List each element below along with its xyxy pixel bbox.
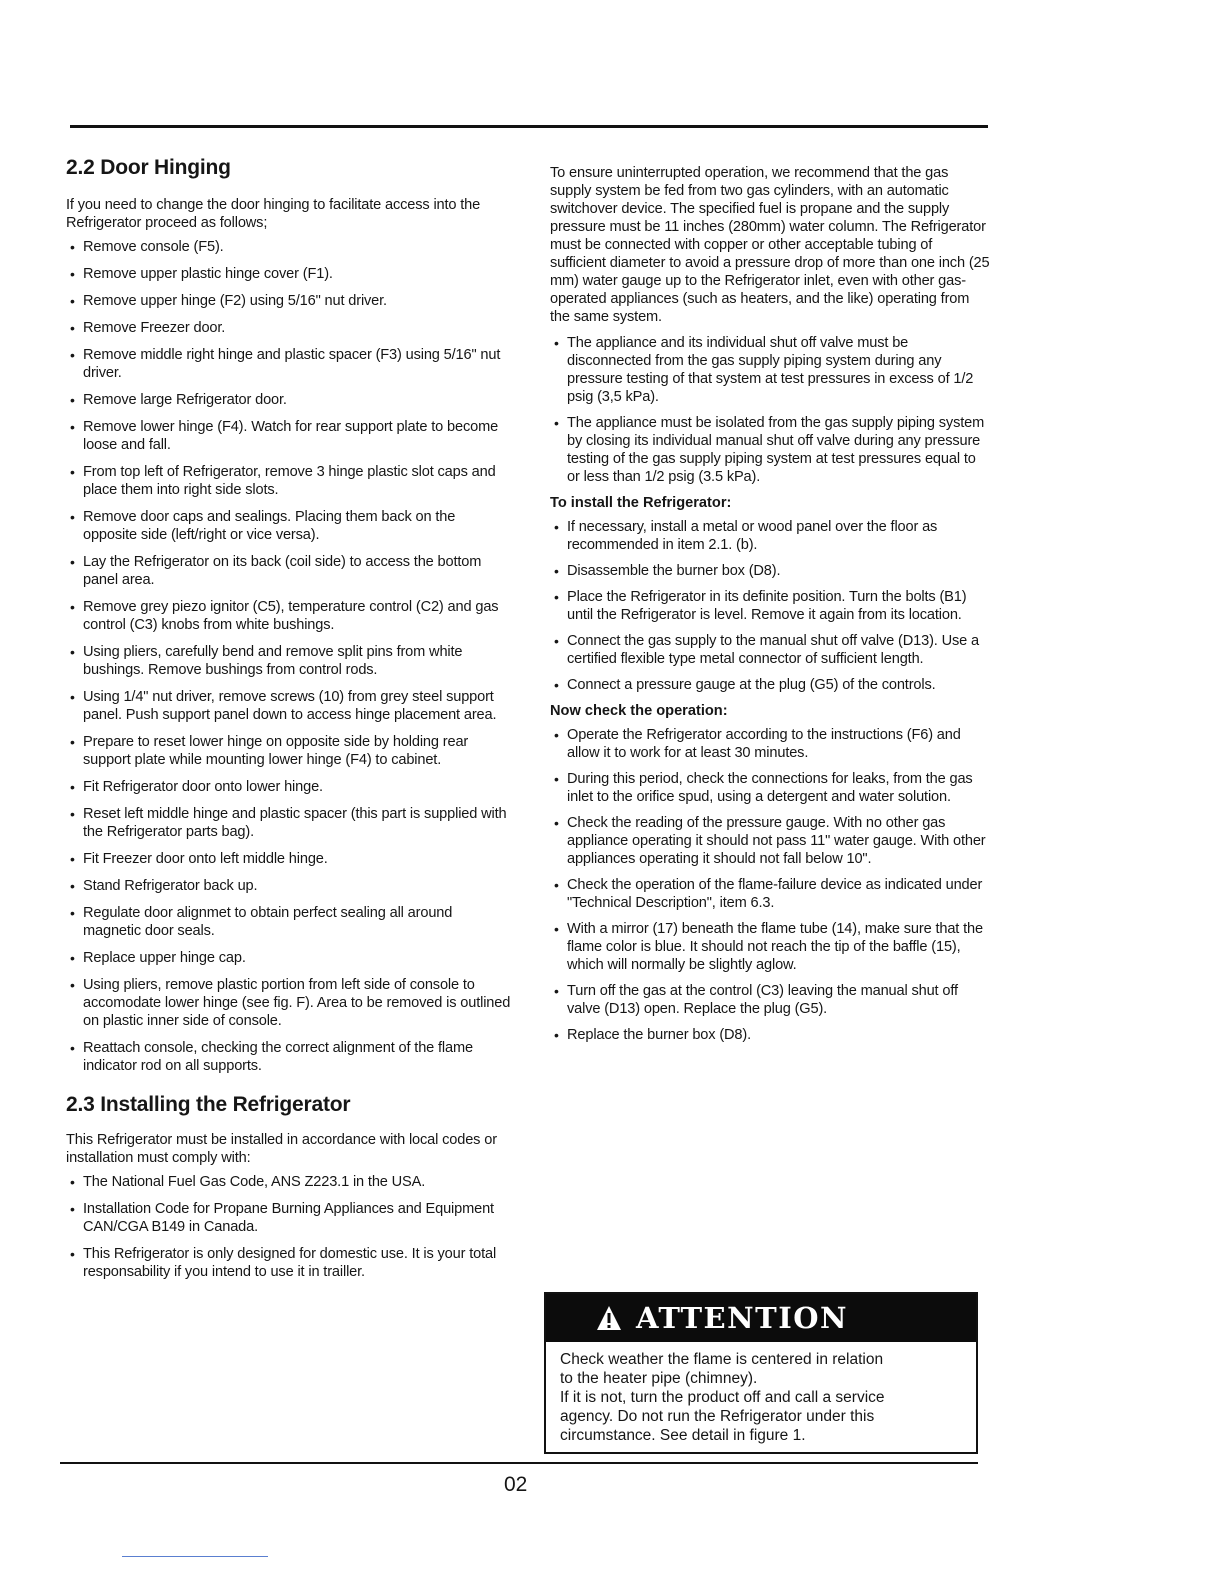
install-step: • Disassemble the burner box (D8). [550, 562, 990, 580]
page-number: 02 [504, 1473, 528, 1496]
install-heading: To install the Refrigerator: [550, 495, 732, 511]
section-title-door-hinging: 2.2 Door Hinging [66, 156, 231, 179]
warning-triangle-icon [596, 1305, 622, 1331]
hinging-step: • Remove console (F5). [66, 238, 512, 256]
hinging-step: • Reset left middle hinge and plastic spacer (this part is supplied with the Refrigerator parts bag). [66, 805, 512, 841]
hinging-step: • Remove middle right hinge and plastic spacer (F3) using 5/16" nut driver. [66, 346, 512, 382]
check-heading: Now check the operation: [550, 703, 728, 719]
attention-line: Check weather the flame is centered in relation [560, 1351, 884, 1368]
hinging-step: • Fit Freezer door onto left middle hinge. [66, 850, 512, 868]
install-step: • Connect a pressure gauge at the plug (G5) of the controls. [550, 676, 990, 694]
installing-code-item: • This Refrigerator is only designed for domestic use. It is your total responsability if you intend to use it in trailler. [66, 1245, 512, 1281]
pressure-testing-notes [550, 334, 990, 486]
right-column [550, 164, 990, 1052]
footer-link-line [122, 1556, 268, 1557]
hinging-step: • Remove door caps and sealings. Placing them back on the opposite side (left/right or vice versa). [66, 508, 512, 544]
hinging-step: • Using 1/4" nut driver, remove screws (10) from grey steel support panel. Push support panel down to access hinge placement area. [66, 688, 512, 724]
section-title-installing: 2.3 Installing the Refrigerator [66, 1093, 351, 1116]
attention-line: circumstance. See detail in figure 1. [560, 1427, 806, 1444]
check-step: • With a mirror (17) beneath the flame tube (14), make sure that the flame color is blue. It should not reach the tip of the baffle (15), which will normally be slightly aglow. [550, 920, 990, 974]
top-divider [70, 125, 988, 128]
attention-banner [546, 1294, 976, 1342]
attention-line: If it is not, turn the product off and call a service [560, 1389, 885, 1406]
installing-code-item: • The National Fuel Gas Code, ANS Z223.1 in the USA. [66, 1173, 512, 1191]
hinging-step: • Remove large Refrigerator door. [66, 391, 512, 409]
attention-text [546, 1342, 976, 1445]
check-step: • Operate the Refrigerator according to the instructions (F6) and allow it to work for at least 30 minutes. [550, 726, 990, 762]
hinging-step: • Remove grey piezo ignitor (C5), temperature control (C2) and gas control (C3) knobs from white bushings. [66, 598, 512, 634]
check-step: • During this period, check the connections for leaks, from the gas inlet to the orifice spud, using a detergent and water solution. [550, 770, 990, 806]
hinging-step: • From top left of Refrigerator, remove 3 hinge plastic slot caps and place them into right side slots. [66, 463, 512, 499]
check-step: • Check the reading of the pressure gauge. With no other gas appliance operating it should not pass 11" water gauge. With other appliances operating it should not fall below 10". [550, 814, 990, 868]
bottom-divider [60, 1462, 978, 1464]
installing-code-list [66, 1173, 512, 1281]
hinging-step: • Using pliers, remove plastic portion from left side of console to accomodate lower hinge (see fig. F). Area to be removed is outlined on plastic inner side of console. [66, 976, 512, 1030]
gas-supply-intro: To ensure uninterrupted operation, we recommend that the gas supply system be fed from two gas cylinders, with an automatic switchover device. The specified fuel is propane and the supply pressure must be 11 inches (280mm) water column. The Refrigerator must be connected with copper or other acceptable tubing of sufficient diameter to avoid a pressure drop of more than one inch (25 mm) water gauge up to the Refrigerator inlet, even with other gas-operated appliances (such as heaters, and the like) operating from the same system. [550, 165, 990, 325]
pressure-note: • The appliance and its individual shut off valve must be disconnected from the gas supply piping system during any pressure testing of that system at test pressures in excess of 1/2 psig (3,5 kPa). [550, 334, 990, 406]
hinging-step: • Using pliers, carefully bend and remove split pins from white bushings. Remove bushings from control rods. [66, 643, 512, 679]
hinging-step: • Remove lower hinge (F4). Watch for rear support plate to become loose and fall. [66, 418, 512, 454]
installing-intro: This Refrigerator must be installed in accordance with local codes or installation must comply with: [66, 1132, 497, 1166]
door-hinging-intro: If you need to change the door hinging to facilitate access into the Refrigerator proceed as follows; [66, 197, 481, 231]
hinging-step: • Regulate door alignmet to obtain perfect sealing all around magnetic door seals. [66, 904, 512, 940]
hinging-step: • Remove upper plastic hinge cover (F1). [66, 265, 512, 283]
check-steps [550, 726, 990, 1044]
attention-line: to the heater pipe (chimney). [560, 1370, 758, 1387]
install-step: • If necessary, install a metal or wood panel over the floor as recommended in item 2.1. (b). [550, 518, 990, 554]
hinging-step: • Remove Freezer door. [66, 319, 512, 337]
check-step: • Turn off the gas at the control (C3) leaving the manual shut off valve (D13) open. Replace the plug (G5). [550, 982, 990, 1018]
check-step: • Replace the burner box (D8). [550, 1026, 990, 1044]
hinging-step: • Fit Refrigerator door onto lower hinge. [66, 778, 512, 796]
door-hinging-steps [66, 238, 512, 1075]
hinging-step: • Stand Refrigerator back up. [66, 877, 512, 895]
pressure-note: • The appliance must be isolated from the gas supply piping system by closing its individual manual shut off valve during any pressure testing of the gas supply piping system at test pressures equal to or less than 1/2 psig (3.5 kPa). [550, 414, 990, 486]
hinging-step: • Reattach console, checking the correct alignment of the flame indicator rod on all supports. [66, 1039, 512, 1075]
attention-box [544, 1292, 978, 1454]
installing-code-item: • Installation Code for Propane Burning Appliances and Equipment CAN/CGA B149 in Canada. [66, 1200, 512, 1236]
hinging-step: • Lay the Refrigerator on its back (coil side) to access the bottom panel area. [66, 553, 512, 589]
attention-title: ATTENTION [636, 1301, 849, 1335]
install-step: • Place the Refrigerator in its definite position. Turn the bolts (B1) until the Refrigerator is level. Remove it again from its location. [550, 588, 990, 624]
check-step: • Check the operation of the flame-failure device as indicated under "Technical Description", item 6.3. [550, 876, 990, 912]
attention-line: agency. Do not run the Refrigerator under this [560, 1408, 875, 1425]
install-steps [550, 518, 990, 694]
hinging-step: • Replace upper hinge cap. [66, 949, 512, 967]
install-step: • Connect the gas supply to the manual shut off valve (D13). Use a certified flexible type metal connector of sufficient length. [550, 632, 990, 668]
left-column [66, 156, 512, 1290]
hinging-step: • Prepare to reset lower hinge on opposite side by holding rear support plate while mounting lower hinge (F4) to cabinet. [66, 733, 512, 769]
hinging-step: • Remove upper hinge (F2) using 5/16" nut driver. [66, 292, 512, 310]
